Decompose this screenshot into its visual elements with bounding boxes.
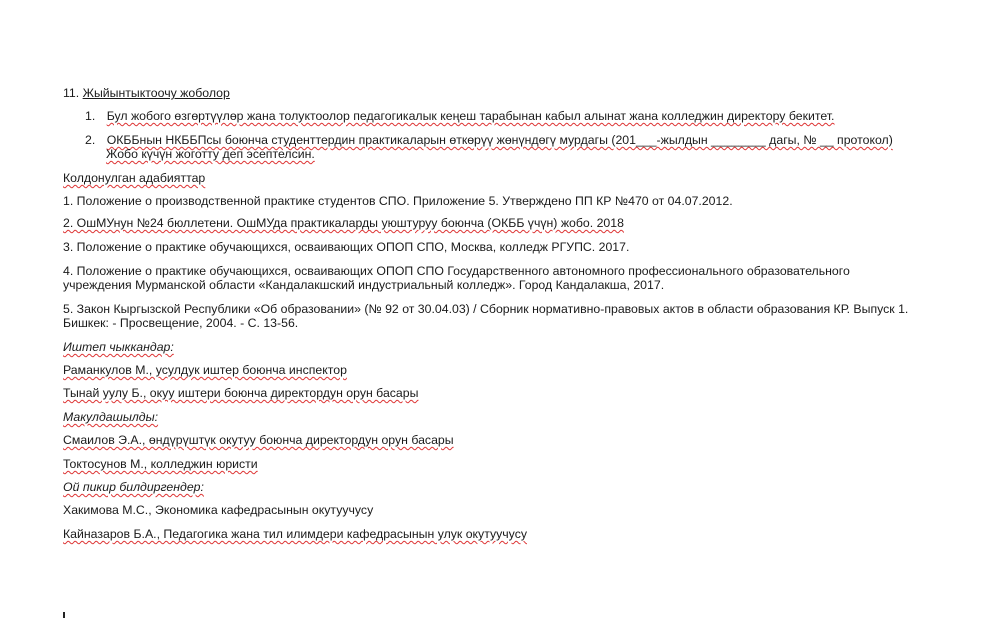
approver-1: Смаилов Э.А., өндүрүштүк окутуу боюнча директордун орун басары bbox=[63, 433, 454, 447]
reviewer-2: Кайназаров Б.А., Педагогика жана тил илимдери кафедрасынын улук окутуучусу bbox=[63, 527, 527, 541]
developers-title: Иштеп чыккандар: bbox=[63, 340, 174, 354]
text-cursor[interactable] bbox=[63, 612, 65, 618]
reference-5-continued: Бишкек: - Просвещение, 2004. - С. 13-56. bbox=[63, 316, 299, 330]
item-text: Жобо күчүн жоготту деп эсептелсин. bbox=[106, 147, 315, 161]
item-number: 1. bbox=[85, 109, 96, 123]
references-title: Колдонулган адабияттар bbox=[63, 171, 206, 185]
final-item-2 bbox=[85, 133, 893, 147]
item-text: ОКББнын НКББПсы боюнча студенттердин практикаларын өткөрүү жөнүндөгү мурдагы (201___-жылдын ________ дагы, № __ протокол) bbox=[106, 133, 893, 147]
reference-4: 4. Положение о практике обучающихся, осваивающих ОПОП СПО Государственного автономного профессионального образовательного bbox=[63, 264, 850, 278]
section-number: 11. bbox=[63, 86, 80, 100]
section-heading bbox=[63, 86, 230, 100]
reviewer-1: Хакимова М.С., Экономика кафедрасынын окутуучусу bbox=[63, 503, 374, 517]
approver-2: Токтосунов М., колледжин юристи bbox=[63, 457, 258, 471]
approvers-title: Макулдашылды: bbox=[63, 410, 159, 424]
reference-5: 5. Закон Кыргызской Республики «Об образовании» (№ 92 от 30.04.03) / Сборник нормативно-правовых актов в области образования КР. Выпуск 1. bbox=[63, 302, 909, 316]
final-item-1 bbox=[85, 109, 834, 123]
reference-4-continued: учреждения Мурманской области «Кандалакшский индустриальный колледж». Город Кандалакша, 2017. bbox=[63, 278, 665, 292]
item-text: Бул жобого өзгөртүүлөр жана толуктоолор педагогикалык кеңеш тарабынан кабыл алынат жана колледжин директору бекитет. bbox=[106, 109, 835, 123]
reference-3: 3. Положение о практике обучающихся, осваивающих ОПОП СПО, Москва, колледж РГУПС. 2017. bbox=[63, 240, 630, 254]
item-number: 2. bbox=[85, 133, 96, 147]
reference-2: 2. ОшМУнун №24 бюллетени. ОшМУда практикаларды уюштуруу боюнча (ОКББ үчүн) жобо. 2018 bbox=[63, 216, 624, 230]
developer-2: Тынай уулу Б., окуу иштери боюнча директордун орун басары bbox=[63, 386, 419, 400]
reference-1: 1. Положение о производственной практике студентов СПО. Приложение 5. Утверждено ПП КР №470 от 04.07.2012. bbox=[63, 194, 733, 208]
final-item-2-continued bbox=[106, 147, 315, 161]
section-title: Жыйынтыктоочу жоболор bbox=[82, 86, 230, 100]
reviewers-title: Ой пикир билдиргендер: bbox=[63, 480, 204, 494]
developer-1: Раманкулов М., усулдук иштер боюнча инспектор bbox=[63, 363, 347, 377]
